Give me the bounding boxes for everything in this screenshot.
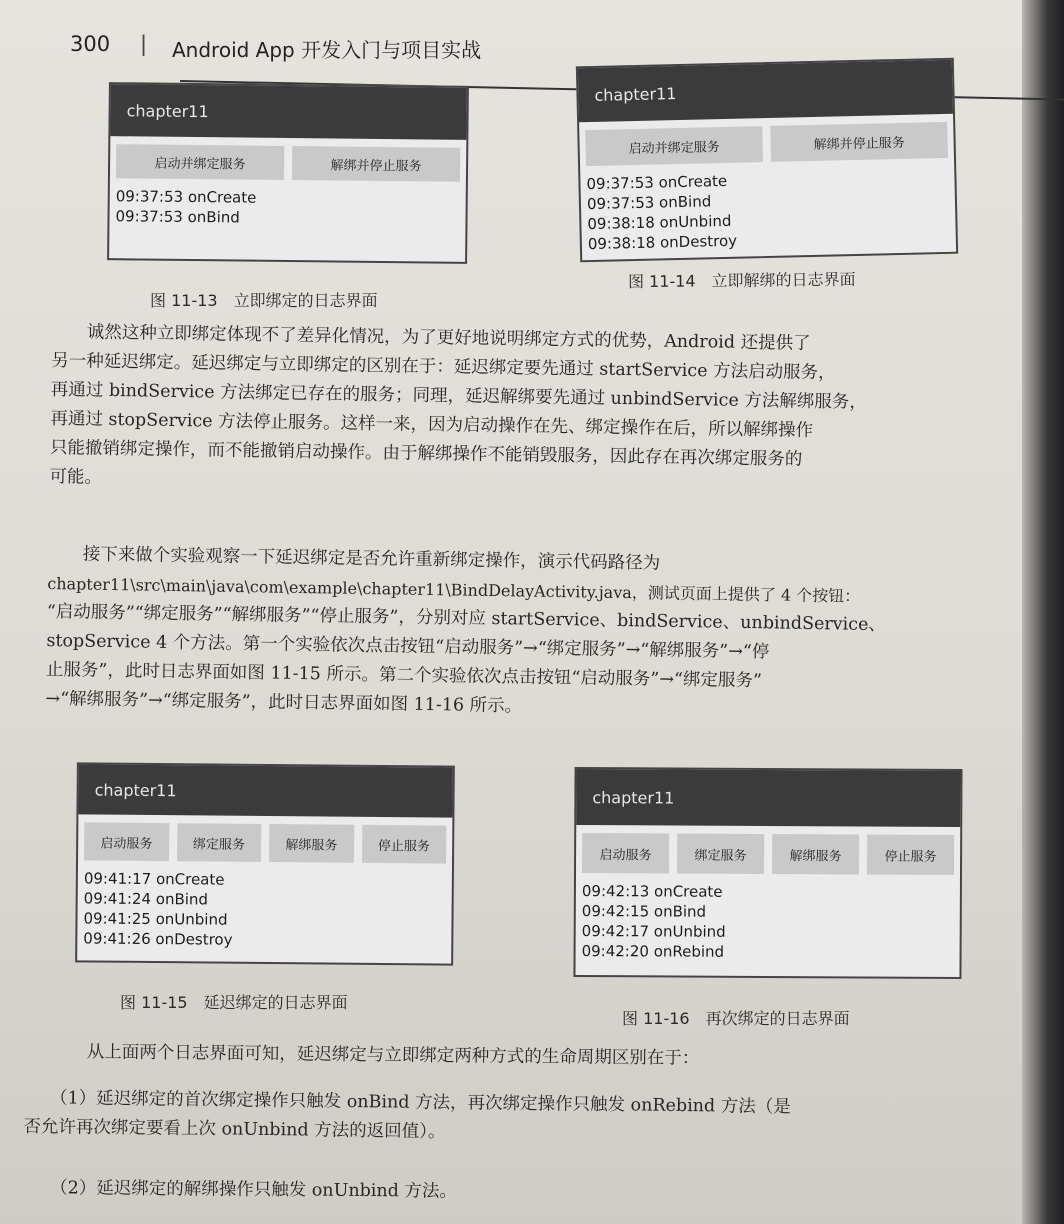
log-line: 09:37:53 onCreate xyxy=(115,187,257,207)
body-paragraph xyxy=(49,318,868,505)
bind-service-button: 绑定服务 xyxy=(177,823,262,862)
app-title: chapter11 xyxy=(126,100,209,121)
figure-caption: 图 11-14 立即解绑的日志界面 xyxy=(627,269,856,292)
log-output xyxy=(576,877,960,967)
bind-start-button: 启动并绑定服务 xyxy=(116,144,284,180)
unbind-stop-button: 解绑并停止服务 xyxy=(292,146,460,182)
text-line: chapter11\src\main\java\com\example\chapter11\BindDelayActivity.java，测试页面上提供了 4 个按钮： xyxy=(47,573,861,606)
text-line: 接下来做个实验观察一下延迟绑定是否允许重新绑定操作，演示代码路径为 xyxy=(47,543,661,574)
text-line: 再通过 bindService 方法绑定已存在的服务；同理，延迟解绑要先通过 unbindService 方法解绑服务， xyxy=(50,379,867,413)
text-line: 诚然这种立即绑定体现不了差异化情况，为了更好地说明绑定方式的优势，Android 还提供了 xyxy=(51,321,811,354)
log-line: 09:37:53 onCreate xyxy=(586,171,728,194)
figure-11-15-screenshot xyxy=(75,762,455,965)
unbind-stop-button: 解绑并停止服务 xyxy=(770,122,948,162)
text-line: （1）延迟绑定的首次绑定操作只触发 onBind 方法，再次绑定操作只触发 onRebind 方法（是 xyxy=(23,1087,791,1118)
app-title: chapter11 xyxy=(592,787,675,808)
unbind-service-button: 解绑服务 xyxy=(269,824,354,863)
stop-service-button: 停止服务 xyxy=(362,825,447,864)
log-line: 09:38:18 onUnbind xyxy=(587,211,732,234)
log-line: 09:42:13 onCreate xyxy=(581,882,723,901)
list-item xyxy=(24,1174,457,1207)
text-line: 再通过 stopService 方法停止服务。这样一来，因为启动操作在先、绑定操作在后，所以解绑操作 xyxy=(50,408,814,441)
app-title-bar xyxy=(578,60,953,122)
page-number: 300 xyxy=(70,32,111,56)
stop-service-button: 停止服务 xyxy=(867,835,954,875)
start-service-button: 启动服务 xyxy=(582,833,669,873)
book-title: Android App 开发入门与项目实战 xyxy=(172,38,482,62)
log-output xyxy=(580,162,956,258)
header-separator: | xyxy=(140,32,148,56)
log-line: 09:37:53 onBind xyxy=(586,192,712,214)
text-line: 另一种延迟绑定。延迟绑定与立即绑定的区别在于：延迟绑定要先通过 startService 方法启动服务， xyxy=(51,350,836,384)
log-line: 09:41:24 onBind xyxy=(83,889,209,909)
app-title-bar xyxy=(110,84,467,140)
log-line: 09:42:15 onBind xyxy=(581,902,707,921)
app-title-bar xyxy=(78,764,452,817)
app-title: chapter11 xyxy=(594,83,677,105)
bind-service-button: 绑定服务 xyxy=(677,834,764,874)
text-line: 可能。 xyxy=(49,466,103,488)
log-line: 09:41:26 onDestroy xyxy=(83,929,233,949)
figure-11-14-screenshot xyxy=(576,58,958,263)
app-title-bar xyxy=(576,769,960,827)
text-line: “启动服务”“绑定服务”“解绑服务”“停止服务”，分别对应 startService、bindService、unbindService、 xyxy=(46,601,887,636)
log-line: 09:38:18 onDestroy xyxy=(587,231,738,254)
unbind-service-button: 解绑服务 xyxy=(772,834,859,874)
list-item xyxy=(23,1084,791,1151)
figure-caption: 图 11-16 再次绑定的日志界面 xyxy=(622,1009,850,1028)
text-line: 只能撤销绑定操作，而不能撤销启动操作。由于解绑操作不能销毁服务，因此存在再次绑定服务的 xyxy=(49,437,803,470)
text-line: 止服务”，此时日志界面如图 11-15 所示。第二个实验依次点击按钮“启动服务”→“绑定服务” xyxy=(45,659,762,692)
start-service-button: 启动服务 xyxy=(84,822,169,861)
figure-caption: 图 11-13 立即绑定的日志界面 xyxy=(150,291,378,310)
app-title: chapter11 xyxy=(94,780,177,800)
figure-caption: 图 11-15 延迟绑定的日志界面 xyxy=(120,993,348,1012)
text-line: （2）延迟绑定的解绑操作只触发 onUnbind 方法。 xyxy=(23,1177,458,1202)
log-output xyxy=(109,182,465,234)
log-line: 09:41:25 onUnbind xyxy=(83,909,228,929)
log-line: 09:37:53 onBind xyxy=(115,207,240,227)
log-line: 09:42:17 onUnbind xyxy=(581,922,726,941)
book-spine xyxy=(1022,0,1064,1224)
log-line: 09:42:20 onRebind xyxy=(581,942,725,961)
figure-11-16-screenshot xyxy=(573,767,962,979)
bind-start-button: 启动并绑定服务 xyxy=(585,126,763,166)
body-paragraph xyxy=(45,540,887,727)
figure-11-13-screenshot xyxy=(107,82,469,264)
text-line: stopService 4 个方法。第一个实验依次点击按钮“启动服务”→“绑定服务”→“解绑服务”→“停 xyxy=(46,630,770,663)
log-line: 09:41:17 onCreate xyxy=(83,869,225,889)
text-line: →“解绑服务”→“绑定服务”，此时日志界面如图 11-16 所示。 xyxy=(45,688,523,717)
log-output xyxy=(77,864,452,955)
text-line: 否允许再次绑定要看上次 onUnbind 方法的返回值）。 xyxy=(23,1116,446,1143)
text-line: 从上面两个日志界面可知，延迟绑定与立即绑定两种方式的生命周期区别在于： xyxy=(51,1041,700,1069)
